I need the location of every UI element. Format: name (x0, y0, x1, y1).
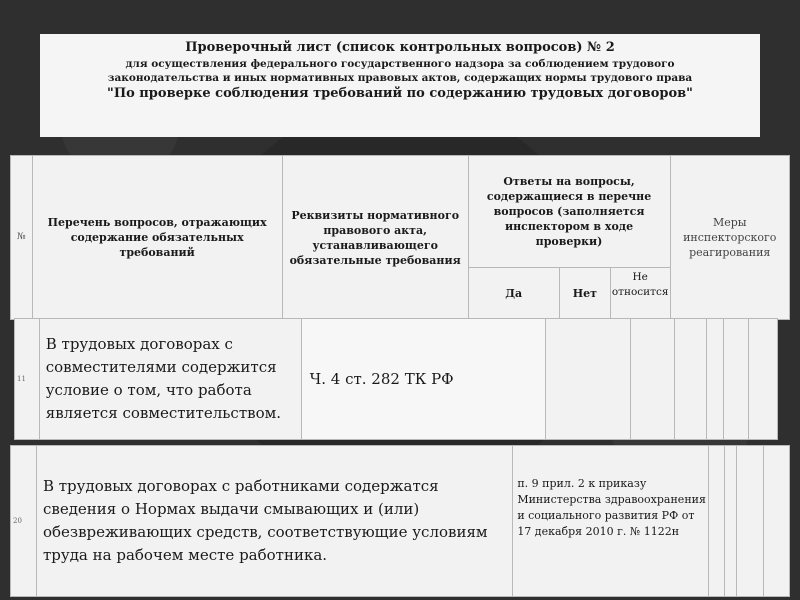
checklist-header-table (10, 155, 790, 320)
answer-yes-cell[interactable] (545, 319, 630, 440)
header-questions: Перечень вопросов, отражающих содержание обязательных требований (32, 156, 282, 320)
extra-cell[interactable] (749, 319, 778, 440)
header-num: № (11, 156, 33, 320)
answer-na-cell[interactable] (674, 319, 706, 440)
table-row (10, 445, 790, 597)
table-row (14, 318, 778, 440)
title-line-2: для осуществления федерального государственного надзора за соблюдением трудового (125, 58, 675, 70)
header-requisites: Реквизиты нормативного правового акта, устанавливающего обязательные требования (282, 156, 468, 320)
measures-cell[interactable] (706, 319, 724, 440)
header-answers: Ответы на вопросы, содержащиеся в перечне вопросов (заполняется инспектором в ходе проверки) (468, 156, 670, 268)
answer-no-cell[interactable] (725, 446, 737, 597)
document-title-box (40, 34, 760, 137)
row-number: 20 (11, 446, 37, 597)
row-question: В трудовых договорах с совместителями содержится условие о том, что работа является совместительством. (39, 319, 301, 440)
header-yes: Да (468, 268, 559, 320)
row-question: В трудовых договорах с работниками содержатся сведения о Нормах выдачи смывающих и (или) обезвреживающих средств, соответствующие условиям труда на рабочем месте работника. (36, 446, 512, 597)
header-no: Нет (559, 268, 610, 320)
measures-cell[interactable] (764, 446, 790, 597)
answer-no-cell[interactable] (630, 319, 674, 440)
row-reference: Ч. 4 ст. 282 ТК РФ (301, 319, 545, 440)
row-reference: п. 9 прил. 2 к приказу Министерства здравоохранения и социального развития РФ от 17 декабря 2010 г. № 1122н (513, 446, 709, 597)
answer-na-cell[interactable] (737, 446, 764, 597)
title-line-1: Проверочный лист (список контрольных вопросов) № 2 (185, 40, 615, 55)
header-measures: Меры инспекторского реагирования (670, 156, 790, 320)
title-line-3: законодательства и иных нормативных правовых актов, содержащих нормы трудового права (107, 72, 693, 84)
header-na: Не относится (610, 268, 670, 320)
row-number: 11 (15, 319, 40, 440)
answer-yes-cell[interactable] (709, 446, 725, 597)
title-line-4: "По проверке соблюдения требований по содержанию трудовых договоров" (107, 86, 693, 101)
extra-cell[interactable] (724, 319, 749, 440)
